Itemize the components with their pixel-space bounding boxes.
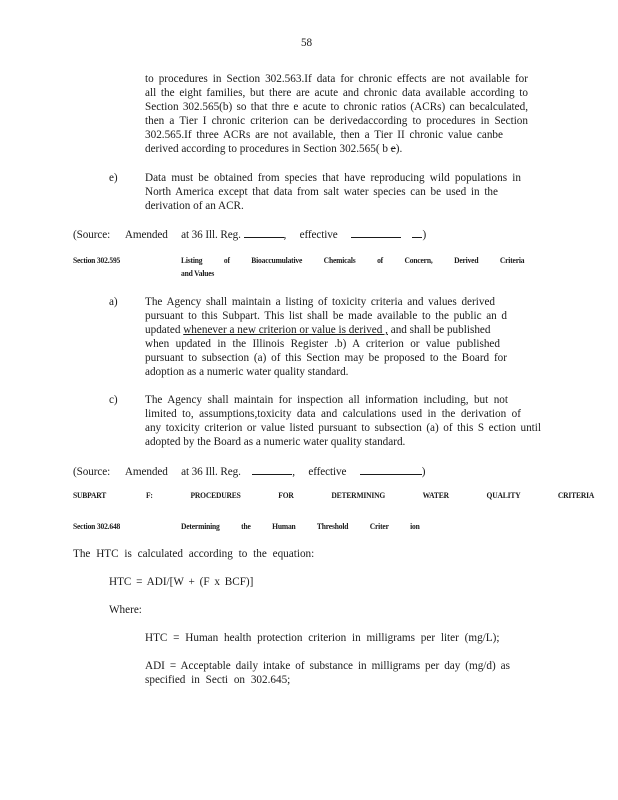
paragraph-line	[145, 142, 402, 156]
paragraph-line: The HTC is calculated according to the equation:	[73, 548, 315, 560]
paragraph-line: 302.565.If three ACRs are not available, then a Tier II chronic value canbe	[145, 129, 503, 141]
source-prefix: (Source:	[73, 229, 111, 241]
source-comma: ,	[292, 466, 295, 478]
equation: HTC = ADI/[W + (F x BCF)]	[109, 576, 254, 588]
paragraph-line: limited to, assumptions,toxicity data and calculations used in the derivation of	[145, 408, 521, 420]
blank-line	[360, 463, 422, 475]
source-prefix: (Source:	[73, 466, 111, 478]
blank-line	[412, 226, 422, 238]
subpart-title: F: PROCEDURES FOR DETERMINING WATER QUALITY CRITERIA	[146, 491, 595, 500]
section-number: Section 302.595	[73, 256, 121, 265]
paragraph-line: when updated in the Illinois Register .b) A criterion or value published	[145, 338, 500, 350]
source-effective: effective	[308, 466, 347, 478]
source-amended: Amended	[124, 466, 168, 478]
definition-line: specified in Secti on 302.645;	[145, 674, 291, 686]
list-label: c)	[109, 394, 118, 406]
paragraph-text: ).	[395, 143, 403, 155]
section-title: Listing of Bioaccumulative Chemicals of Concern, Derived Criteria	[181, 256, 525, 265]
list-label: a)	[109, 296, 118, 308]
paragraph-text: and shall be published	[387, 324, 491, 336]
paragraph-line: adoption as a numeric water quality standard.	[145, 366, 349, 378]
source-note	[73, 226, 426, 242]
paragraph-line: any toxicity criterion or value listed pursuant to subsection (a) of this S ection until	[145, 422, 541, 434]
paragraph-line: then a Tier I chronic criterion can be derivedaccording to procedures in Section	[145, 115, 528, 127]
paragraph-line: The Agency shall maintain a listing of toxicity criteria and values derived	[145, 296, 495, 308]
paragraph-line: North America except that data from salt water species can be used in the	[145, 186, 498, 198]
source-register: at 36 Ill. Reg.	[181, 466, 241, 478]
paragraph-line: adopted by the Board as a numeric water quality standard.	[145, 436, 406, 448]
paragraph-line: pursuant to this Subpart. This list shall be made available to the public an d	[145, 310, 507, 322]
source-register: at 36 Ill. Reg.	[181, 229, 241, 241]
paragraph-line: Section 302.565(b) so that thre e acute to chronic ratios (ACRs) can becalculated,	[145, 101, 528, 113]
paragraph-text: updated	[145, 324, 184, 336]
blank-line	[252, 463, 292, 475]
section-title: Determining the Human Threshold Criter ion	[181, 522, 420, 531]
paragraph-line: The Agency shall maintain for inspection all information including, but not	[145, 394, 508, 406]
where-label: Where:	[109, 604, 142, 616]
source-note	[73, 463, 425, 479]
paragraph-text: derived according to procedures in Section 302.565( b	[145, 143, 391, 155]
struck-text: e	[390, 143, 396, 155]
source-end: )	[422, 229, 427, 241]
paragraph-line: all the eight families, but there are acute and chronic data available according to	[145, 87, 528, 99]
source-comma: ,	[283, 229, 287, 241]
definition-line: ADI = Acceptable daily intake of substance in milligrams per day (mg/d) as	[145, 660, 510, 672]
paragraph-line: to procedures in Section 302.563.If data for chronic effects are not available for	[145, 73, 528, 85]
paragraph-line: pursuant to subsection (a) of this Section may be proposed to the Board for	[145, 352, 507, 364]
section-title: and Values	[181, 269, 215, 278]
underlined-text: whenever a new criterion or value is derived ,	[183, 324, 388, 336]
source-effective: effective	[299, 229, 338, 241]
source-amended: Amended	[124, 229, 168, 241]
list-label: e)	[109, 172, 118, 184]
paragraph-line	[145, 323, 490, 337]
section-number: Section 302.648	[73, 522, 121, 531]
paragraph-line: Data must be obtained from species that have reproducing wild populations in	[145, 172, 521, 184]
definition-line: HTC = Human health protection criterion in milligrams per liter (mg/L);	[145, 632, 500, 644]
page-number: 58	[301, 37, 312, 49]
blank-line	[244, 226, 284, 238]
source-end: )	[421, 466, 426, 478]
subpart-label: SUBPART	[73, 491, 107, 500]
blank-line	[351, 226, 401, 238]
paragraph-line: derivation of an ACR.	[145, 200, 244, 212]
